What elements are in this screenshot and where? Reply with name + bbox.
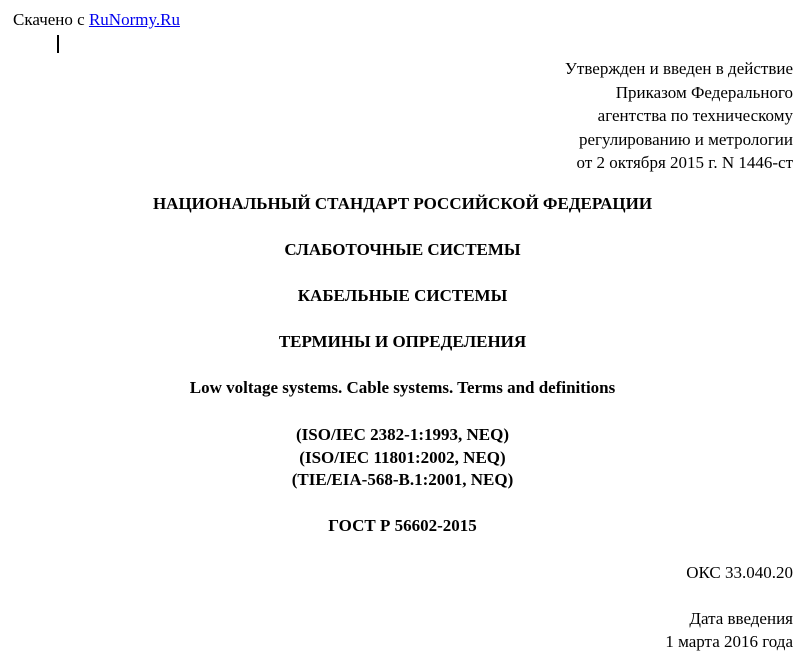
- subtitle-cable-systems: КАБЕЛЬНЫЕ СИСТЕМЫ: [297, 286, 508, 305]
- oks-code: ОКС 33.040.20: [686, 563, 793, 582]
- reference-item: (ISO/IEC 11801:2002, NEQ): [299, 447, 506, 467]
- approval-block: [565, 57, 793, 175]
- reference-item: (TIE/EIA-568-B.1:2001, NEQ): [291, 470, 514, 489]
- english-title: Low voltage systems. Cable systems. Terms and definitions: [189, 378, 616, 397]
- introduction-date-block: [665, 607, 793, 653]
- source-link[interactable]: RuNormy.Ru: [88, 10, 180, 29]
- source-prefix: Скачено с: [13, 10, 85, 29]
- reference-standards: [0, 424, 799, 492]
- reference-item: (ISO/IEC 2382-1:1993, NEQ): [296, 425, 509, 444]
- subtitle-terms: ТЕРМИНЫ И ОПРЕДЕЛЕНИЯ: [278, 332, 527, 351]
- standard-title: НАЦИОНАЛЬНЫЙ СТАНДАРТ РОССИЙСКОЙ ФЕДЕРАЦИИ: [152, 194, 653, 213]
- approval-line-2: Приказом Федерального: [615, 82, 793, 102]
- text-cursor: [57, 35, 59, 53]
- introduction-date: 1 марта 2016 года: [665, 632, 793, 651]
- approval-line-3: агентства по техническому: [597, 106, 793, 125]
- introduction-label: Дата введения: [689, 609, 793, 628]
- source-line: [13, 10, 180, 30]
- standard-number: ГОСТ Р 56602-2015: [328, 516, 477, 535]
- approval-line-4: регулированию и метрологии: [578, 129, 793, 149]
- approval-line-5: от 2 октября 2015 г. N 1446-ст: [576, 153, 793, 172]
- subtitle-low-voltage: СЛАБОТОЧНЫЕ СИСТЕМЫ: [284, 240, 521, 259]
- approval-line-1: Утвержден и введен в действие: [564, 59, 793, 78]
